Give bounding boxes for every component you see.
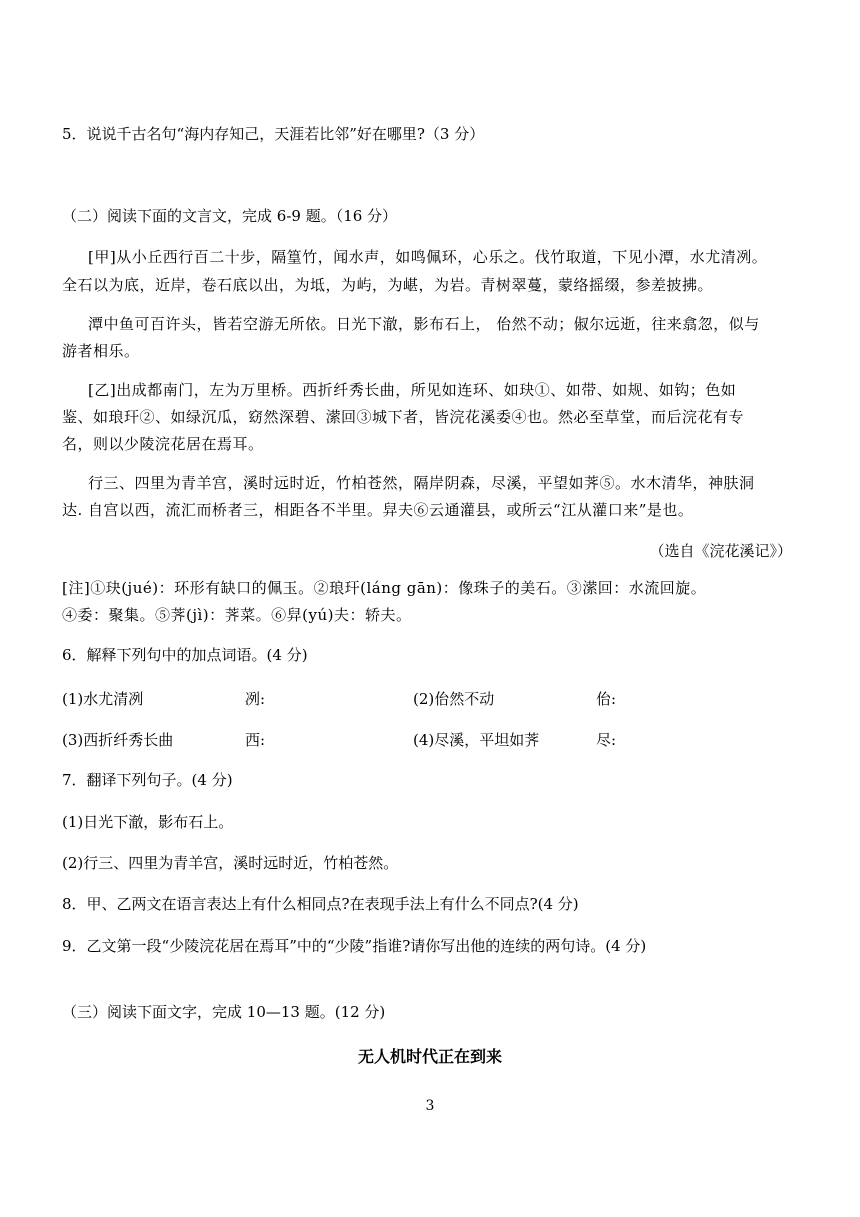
question-7: 7．翻译下列句子。(4 分) xyxy=(62,771,233,789)
q6-item-2-word: 佁: xyxy=(596,690,617,708)
question-6: 6．解释下列句中的加点词语。(4 分) xyxy=(62,646,308,664)
question-9: 9．乙文第一段“少陵浣花居在焉耳”中的“少陵”指谁?请你写出他的连续的两句诗。(4 分) xyxy=(62,937,647,955)
section-2-heading: （二）阅读下面的文言文，完成 6-9 题。（16 分） xyxy=(62,207,398,225)
page-number: 3 xyxy=(425,1098,435,1114)
q6-item-4-word: 尽: xyxy=(596,731,617,749)
passage-yi-line-1: [乙]出成都南门，左为万里桥。西折纤秀长曲，所见如连环、如玦①、如带、如规、如钩；色如 xyxy=(88,381,737,399)
question-5: 5．说说千古名句“海内存知己，天涯若比邻”好在哪里?（3 分） xyxy=(62,125,485,143)
q7-item-1: (1)日光下澈，影布石上。 xyxy=(62,813,234,831)
passage-yi2-line-2: 达. 自宫以西，流汇而桥者三，相距各不半里。舁夫⑥云通灌县，或所云“江从灌口来”是也。 xyxy=(62,501,694,519)
q6-item-3-word: 西: xyxy=(245,731,266,749)
passage-source: （选自《浣花溪记》） xyxy=(649,542,792,560)
passage-yi2-line-1: 行三、四里为青羊宫，溪时远时近，竹柏苍然，隔岸阴森，尽溪，平望如荠⑤。水木清华，神肤洞 xyxy=(88,474,755,492)
passage-jia2-line-1: 潭中鱼可百许头，皆若空游无所依。日光下澈，影布石上， 佁然不动；俶尔远逝，往来翕忽，似与 xyxy=(88,315,760,333)
article-title: 无人机时代正在到来 xyxy=(357,1047,502,1066)
passage-jia2-line-2: 游者相乐。 xyxy=(62,342,140,360)
passage-jia-line-1: [甲]从小丘西行百二十步，隔篁竹，闻水声，如鸣佩环，心乐之。伐竹取道，下见小潭，水尤清冽。 xyxy=(88,248,768,266)
q6-item-1-word: 冽: xyxy=(245,690,266,708)
q6-item-3-phrase: (3)西折纤秀长曲 xyxy=(62,731,174,749)
q7-item-2: (2)行三、四里为青羊宫，溪时远时近，竹柏苍然。 xyxy=(62,854,399,872)
passage-yi-line-2: 鉴、如琅玕②、如绿沉瓜，窈然深碧、潆回③城下者，皆浣花溪委④也。然必至草堂，而后浣花有专 xyxy=(62,408,745,426)
notes-line-2: ④委：聚集。⑤荠(jì)：荠菜。⑥舁(yú)夫：轿夫。 xyxy=(62,606,412,624)
notes-line-1: [注]①玦(jué)：环形有缺口的佩玉。②琅玕(láng gān)：像珠子的美石。③潆回：水流回旋。 xyxy=(62,579,707,597)
q6-item-4-phrase: (4)尽溪，平坦如荠 xyxy=(413,731,540,749)
section-3-heading: （三）阅读下面文字，完成 10—13 题。(12 分) xyxy=(62,1003,386,1021)
q6-item-1-phrase: (1)水尤清冽 xyxy=(62,690,144,708)
q6-item-2-phrase: (2)佁然不动 xyxy=(413,690,495,708)
passage-yi-line-3: 名，则以少陵浣花居在焉耳。 xyxy=(62,435,264,453)
question-8: 8．甲、乙两文在语言表达上有什么相同点?在表现手法上有什么不同点?(4 分) xyxy=(62,895,579,913)
passage-jia-line-2: 全石以为底，近岸，卷石底以出，为坻，为屿，为嵁，为岩。青树翠蔓，蒙络摇缀，参差披拂。 xyxy=(62,276,714,294)
